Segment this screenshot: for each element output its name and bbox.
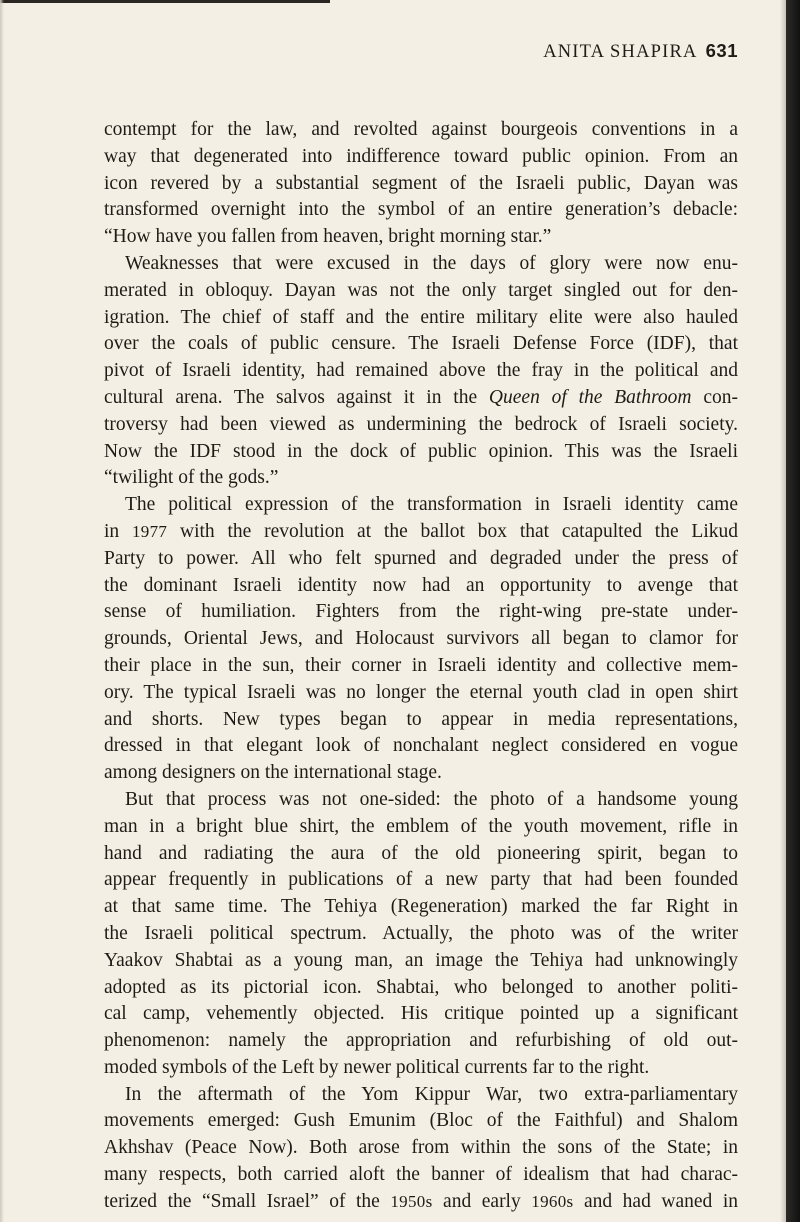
page-right-edge [786, 0, 800, 1222]
year-figure: 1950s [390, 1191, 433, 1211]
text-line: at that same time. The Tehiya (Regeneration) marked the far Right in [104, 896, 738, 918]
text-line: Yaakov Shabtai as a young man, an image the Tehiya had unknowingly [104, 949, 738, 971]
text-line: many respects, both carried aloft the banner of idealism that had charac- [104, 1164, 738, 1186]
text-line: cal camp, vehemently objected. His critique pointed up a significant [104, 1003, 738, 1025]
text-line: in 1977 with the revolution at the ballot box that catapulted the Likud [104, 520, 739, 542]
text-line: grounds, Oriental Jews, and Holocaust survivors all began to clamor for [104, 628, 738, 650]
text-line: terized the “Small Israel” of the 1950s and early 1960s and had waned in [104, 1190, 738, 1212]
text-line: “twilight of the gods.” [104, 467, 279, 489]
text-line: “How have you fallen from heaven, bright morning star.” [104, 226, 552, 248]
text-line: adopted as its pictorial icon. Shabtai, who belonged to another politi- [104, 976, 738, 998]
text-line: pivot of Israeli identity, had remained above the fray in the political and [104, 360, 738, 382]
text-line: hand and radiating the aura of the old pioneering spirit, began to [104, 842, 738, 864]
text-line: moded symbols of the Left by newer political currents far to the right. [104, 1056, 650, 1078]
text-line: transformed overnight into the symbol of an entire generation’s debacle: [104, 199, 738, 221]
text-line: man in a bright blue shirt, the emblem of the youth movement, rifle in [104, 815, 738, 837]
text-line: the dominant Israeli identity now had an opportunity to avenge that [104, 574, 738, 596]
text-line: Akhshav (Peace Now). Both arose from within the sons of the State; in [104, 1137, 738, 1159]
text-line: icon revered by a substantial segment of the Israeli public, Dayan was [104, 172, 738, 194]
text-line: appear frequently in publications of a new party that had been founded [104, 869, 738, 891]
text-line: phenomenon: namely the appropriation and refurbishing of old out- [104, 1030, 738, 1052]
paragraph-first-line: But that process was not one-sided: the photo of a handsome young [125, 788, 738, 810]
running-header [543, 40, 738, 63]
text-line: over the coals of public censure. The Israeli Defense Force (IDF), that [104, 333, 738, 355]
text-line: merated in obloquy. Dayan was not the only target singled out for den- [104, 279, 738, 301]
page-top-edge [0, 0, 330, 3]
text-line: and shorts. New types began to appear in media representations, [104, 708, 738, 730]
text-line: Party to power. All who felt spurned and degraded under the press of [104, 547, 738, 569]
text-line: the Israeli political spectrum. Actually, the photo was of the writer [104, 922, 738, 944]
text-line: contempt for the law, and revolted against bourgeois conventions in a [104, 119, 738, 140]
text-line: sense of humiliation. Fighters from the right-wing pre-state under- [104, 601, 738, 623]
text-line: dressed in that elegant look of nonchalant neglect considered en vogue [104, 735, 738, 757]
text-line: cultural arena. The salvos against it in the Queen of the Bathroom con- [104, 386, 738, 408]
paragraph-first-line: In the aftermath of the Yom Kippur War, two extra-parliamentary [125, 1083, 738, 1105]
year-figure: 1960s [531, 1191, 574, 1211]
paragraph-first-line: Weaknesses that were excused in the days of glory were now enu- [125, 252, 738, 274]
text-line: movements emerged: Gush Emunim (Bloc of the Faithful) and Shalom [104, 1110, 738, 1132]
text-line: ory. The typical Israeli was no longer the eternal youth clad in open shirt [104, 681, 738, 703]
body-text [104, 117, 738, 1216]
running-head-author: ANITA SHAPIRA [543, 42, 698, 62]
text-line: troversy had been viewed as undermining the bedrock of Israeli society. [104, 413, 738, 435]
paragraph-first-line: The political expression of the transformation in Israeli identity came [125, 494, 738, 516]
year-figure: 1977 [131, 521, 168, 541]
text-line: igration. The chief of staff and the entire military elite were also hauled [104, 306, 738, 328]
text-line: their place in the sun, their corner in Israeli identity and collective mem- [104, 654, 738, 676]
play-title: Queen of the Bathroom [488, 386, 692, 408]
page-number: 631 [705, 40, 738, 61]
page-gutter-shadow [0, 0, 4, 1222]
text-line: among designers on the international stage. [104, 762, 442, 784]
text-line: way that degenerated into indifference toward public opinion. From an [104, 145, 738, 167]
text-line: Now the IDF stood in the dock of public opinion. This was the Israeli [104, 440, 738, 462]
